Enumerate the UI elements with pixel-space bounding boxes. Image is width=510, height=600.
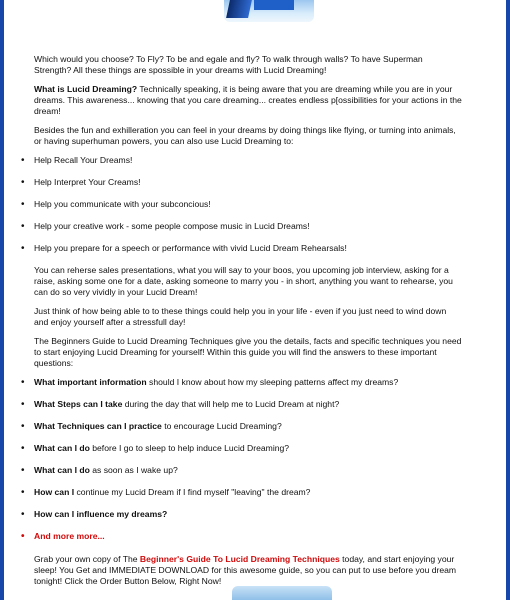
benefit-item: • Help you communicate with your subconcious!	[34, 199, 462, 210]
questions-list	[18, 377, 462, 542]
and-more-text: And more more...	[34, 531, 105, 541]
question-text: to encourage Lucid Dreaming?	[161, 421, 282, 431]
closing-pre: Grab your own copy of The	[34, 554, 140, 564]
question-text: continue my Lucid Dream if I find myself "leaving" the dream?	[74, 487, 311, 497]
besides-paragraph: Besides the fun and exhilleration you can feel in your dreams by doing things like flying, or turning into animals, or having superhuman powers, you can also use Lucid Dreaming to:	[34, 125, 456, 146]
question-bold: How can I influence my dreams?	[34, 509, 168, 519]
question-text: should I know about how my sleeping patterns affect my dreams?	[146, 377, 399, 387]
question-item	[34, 421, 462, 432]
ebook-spine	[226, 0, 252, 18]
sales-copy	[34, 54, 462, 595]
what-is-paragraph	[34, 84, 462, 117]
question-bold: What important information	[34, 377, 147, 387]
question-bold: What can I do	[34, 465, 90, 475]
benefit-item: • Help Recall Your Dreams!	[34, 155, 462, 166]
closing-paragraph	[34, 554, 462, 587]
question-text: during the day that will help me to Lucid Dream at night?	[122, 399, 340, 409]
ebook-cover-image-top	[224, 0, 314, 22]
intro-paragraph: Which would you choose? To Fly? To be and egale and fly? To walk through walls? To have Superman Strength? All these things are spossible in your dreams with Lucid Dreaming!	[34, 54, 423, 75]
think-paragraph: Just think of how being able to to these things could help you in your life - even if you just need to wind down and enjoy yourself after a stressfull day!	[34, 306, 447, 327]
guide-intro-paragraph: The Beginners Guide to Lucid Dreaming Techniques give you the details, facts and specific techniques you need to start enjoying Lucid Dreaming for yourself! Within this guide you will find the answers to these important questions:	[34, 336, 462, 368]
question-bold: What can I do	[34, 443, 90, 453]
what-is-text: Technically speaking, it is being aware that you are dreaming while you are in your dreams. This awareness... knowing that you care dreaming... creates endless p[ossibilities for your actions in the dream!	[34, 84, 462, 116]
benefit-item: • Help you prepare for a speech or performance with vivid Lucid Dream Rehearsals!	[34, 243, 462, 254]
question-item	[34, 509, 462, 520]
closing-post: today, and start enjoying your sleep! You Get and IMMEDIATE DOWNLOAD for this awesome guide, so you can put to use before you dream tonight! Click the Order Button Below, Right Now!	[34, 554, 457, 586]
question-bold: What Techniques can I practice	[34, 421, 162, 431]
benefits-list	[18, 155, 462, 254]
ebook-cover-image-bottom	[232, 586, 332, 600]
question-text: as soon as I wake up?	[89, 465, 178, 475]
benefit-item: • Help Interpret Your Creams!	[34, 177, 462, 188]
question-item	[34, 443, 462, 454]
question-item	[34, 377, 462, 388]
product-name-link[interactable]: Beginner's Guide To Lucid Dreaming Techniques	[139, 554, 340, 564]
question-bold: What Steps can I take	[34, 399, 123, 409]
question-bold: How can I	[34, 487, 75, 497]
ebook-cover-highlight	[254, 0, 294, 10]
and-more-item	[34, 531, 462, 542]
question-text: before I go to sleep to help induce Lucid Dreaming?	[89, 443, 290, 453]
what-is-label: What is Lucid Dreaming?	[34, 84, 138, 94]
rehearse-paragraph: You can reherse sales presentations, what you will say to your boos, you upcoming job interview, asking for a raise, asking some one for a date, asking someone to marry you - in short, anything you want to rehearse, you can do so very vividly in your Lucid Dream!	[34, 265, 453, 297]
question-item	[34, 487, 462, 498]
benefit-item: • Help your creative work - some people compose music in Lucid Dreams!	[34, 221, 462, 232]
question-item	[34, 399, 462, 410]
question-item	[34, 465, 462, 476]
